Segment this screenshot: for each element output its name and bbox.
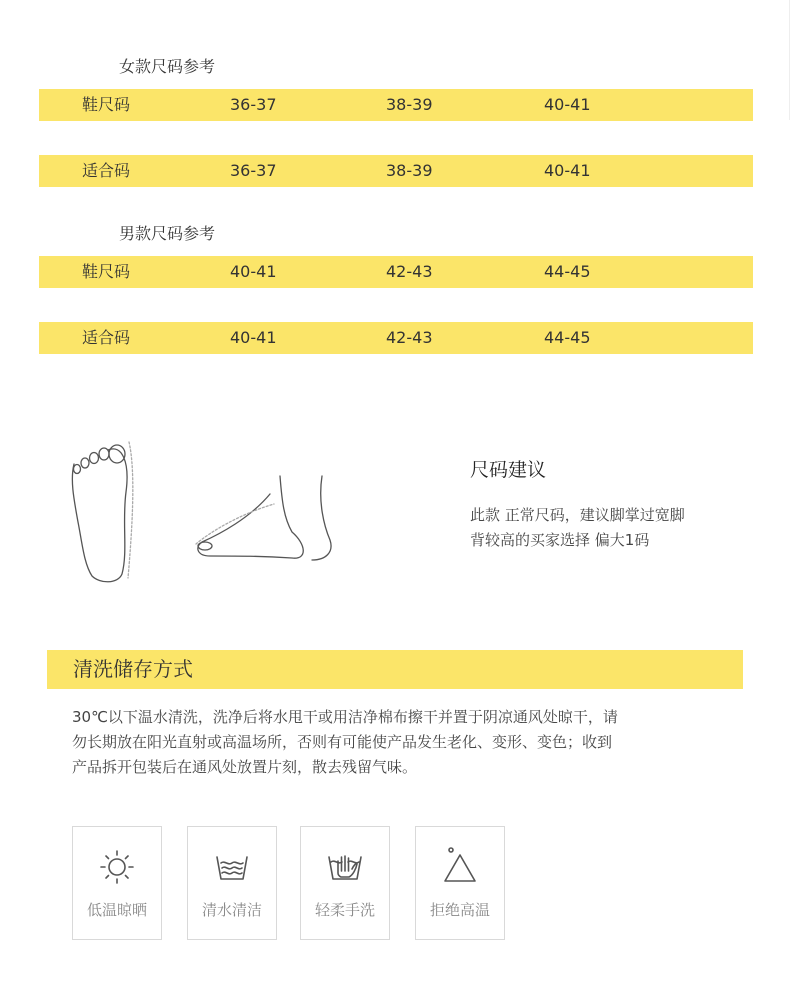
sun-icon — [95, 845, 139, 889]
no-high-temp-icon — [438, 845, 482, 889]
size-cell: 42-43 — [386, 262, 433, 281]
row-label: 鞋尺码 — [82, 262, 131, 281]
size-advice-text — [470, 503, 740, 553]
advice-line: 背较高的买家选择 偏大1码 — [470, 531, 650, 549]
women-size-title: 女款尺码参考 — [119, 57, 216, 76]
size-cell: 44-45 — [544, 262, 591, 281]
care-card-clean-water — [187, 826, 277, 940]
care-card-gentle-hand-wash — [300, 826, 390, 940]
care-card-label: 低温晾晒 — [86, 901, 147, 919]
size-cell: 38-39 — [386, 161, 433, 180]
row-label: 适合码 — [82, 328, 131, 347]
care-line: 30℃以下温水清洗，洗净后将水甩干或用洁净棉布擦干并置于阴凉通风处晾干，请 — [72, 708, 618, 726]
care-card-label: 轻柔手洗 — [314, 901, 375, 919]
size-cell: 36-37 — [230, 161, 277, 180]
foot-illustration — [60, 432, 350, 592]
care-card-low-temp-dry — [72, 826, 162, 940]
care-title-band — [47, 650, 743, 689]
size-cell: 40-41 — [230, 328, 277, 347]
size-cell: 40-41 — [230, 262, 277, 281]
care-title: 清洗储存方式 — [73, 657, 193, 681]
women-shoe-size-row — [39, 89, 753, 121]
row-label: 鞋尺码 — [82, 95, 131, 114]
men-size-title: 男款尺码参考 — [119, 224, 216, 243]
men-fit-size-row — [39, 322, 753, 354]
advice-line: 此款 正常尺码，建议脚掌过宽脚 — [470, 506, 685, 524]
women-fit-size-row — [39, 155, 753, 187]
size-advice-title: 尺码建议 — [470, 459, 547, 481]
care-line: 勿长期放在阳光直射或高温场所，否则有可能使产品发生老化、变形、变色；收到 — [72, 733, 613, 751]
men-shoe-size-row — [39, 256, 753, 288]
size-cell: 40-41 — [544, 161, 591, 180]
care-card-label: 拒绝高温 — [429, 901, 490, 919]
row-label: 适合码 — [82, 161, 131, 180]
care-line: 产品拆开包装后在通风处放置片刻，散去残留气味。 — [72, 758, 418, 776]
care-instructions — [72, 705, 732, 780]
size-cell: 44-45 — [544, 328, 591, 347]
care-card-no-high-temp — [415, 826, 505, 940]
hand-wash-icon — [323, 845, 367, 889]
size-cell: 42-43 — [386, 328, 433, 347]
size-cell: 40-41 — [544, 95, 591, 114]
size-cell: 36-37 — [230, 95, 277, 114]
size-cell: 38-39 — [386, 95, 433, 114]
care-card-label: 清水清洁 — [201, 901, 262, 919]
water-wash-icon — [210, 845, 254, 889]
